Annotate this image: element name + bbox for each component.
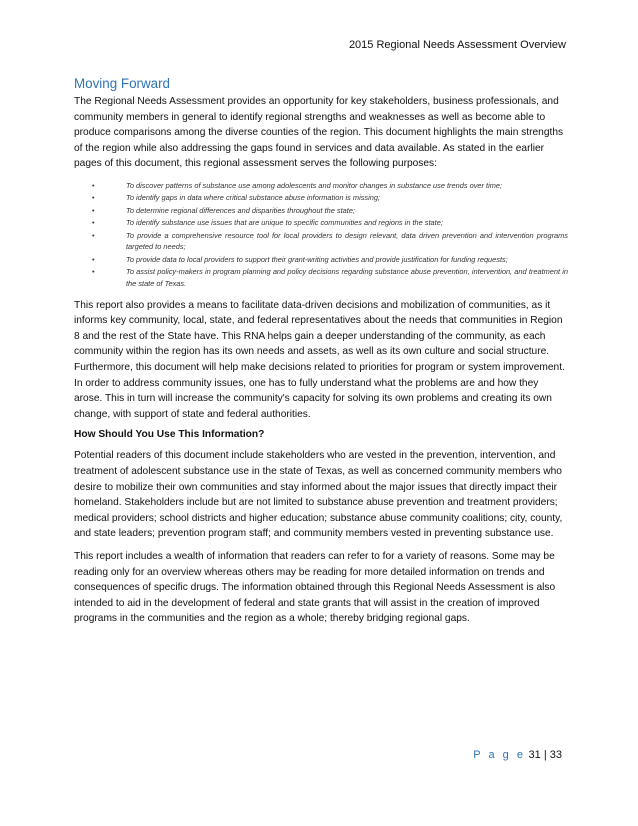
list-item: • To identify substance use issues that are unique to specific communities and regions in the state;: [92, 218, 443, 228]
list-item: • To identify gaps in data where critical substance abuse information is missing;: [92, 193, 381, 203]
list-item: • To provide data to local providers to support their grant-writing activities and provide justification for funding requests;: [92, 254, 508, 264]
page-footer: [473, 749, 562, 761]
subheading: How Should You Use This Information?: [74, 429, 265, 441]
list-item: • To assist policy-makers in program planning and policy decisions regarding substance abuse prevention, intervention, and treatment in the state of Texas.: [92, 267, 568, 288]
page-number: 31: [528, 749, 541, 761]
bullet: •: [92, 180, 95, 190]
bullet: •: [92, 267, 95, 277]
running-header: 2015 Regional Needs Assessment Overview: [348, 39, 566, 51]
readers-paragraph: Potential readers of this document include stakeholders who are vested in the prevention, intervention, and treatment of adolescent substance use in the state of Texas, as well as concerned community members who desire to mobilize their own communities and stay informed about the major issues that directly impact their homeland. Stakeholders include but are not limited to substance abuse prevention and treatment providers; medical providers; school districts and higher education; substance abuse community coalitions; city, county, and state leaders; prevention program staff; and community members vested in preventing substance use.: [74, 450, 563, 540]
bullet: •: [92, 218, 95, 228]
list-item: • To discover patterns of substance use among adolescents and monitor changes in substance use trends over time;: [92, 180, 503, 190]
page-total: 33: [549, 749, 562, 761]
list-item: • To determine regional differences and disparities throughout the state;: [92, 205, 355, 215]
bullet: •: [92, 254, 95, 264]
purposes-list: [74, 180, 568, 290]
bullet: •: [92, 230, 95, 240]
page-content: [74, 76, 568, 634]
page-separator: |: [543, 749, 547, 761]
list-item: • To provide a comprehensive resource tool for local providers to design relevant, data driven prevention and intervention programs targeted to needs;: [92, 230, 568, 252]
bullet: •: [92, 193, 95, 203]
page-label: P a g e: [473, 749, 526, 761]
bullet: •: [92, 205, 95, 215]
information-paragraph: This report includes a wealth of information that readers can refer to for a variety of reasons. Some may be reading only for an overview whereas others may be reading for more detailed information on trends and consequences of specific drugs. The information obtained through this Regional Needs Assessment is also intended to aid in the development of federal and state grants that will assist in the creation of improved programs in the communities and the region as a whole; thereby bridging regional gaps.: [74, 551, 556, 625]
section-title: Moving Forward: [74, 76, 170, 91]
intro-paragraph: The Regional Needs Assessment provides an opportunity for key stakeholders, business professionals, and community members in general to identify regional strengths and weaknesses as well as become able to produce comparisons among the diverse counties of the region. This document highlights the main strengths of the region while also addressing the gaps found in services and data available. As stated in the earlier pages of this document, this regional assessment serves the following purposes:: [74, 96, 564, 170]
report-purpose-paragraph: This report also provides a means to facilitate data-driven decisions and mobilization of communities, as it informs key community, local, state, and federal representatives about the needs that communities in Region 8 and the rest of the State have. This RNA helps gain a deeper understanding of the community, as each community within the region has its own needs and assets, as well as its own culture and social structure. Furthermore, this document will help make decisions related to priorities for program or system improvement. In order to address community issues, one has to fully understand what the problems are and how they arose. This in turn will increase the community's capacity for solving its own problems and creating its own change, with support of state and federal authorities.: [74, 299, 565, 420]
